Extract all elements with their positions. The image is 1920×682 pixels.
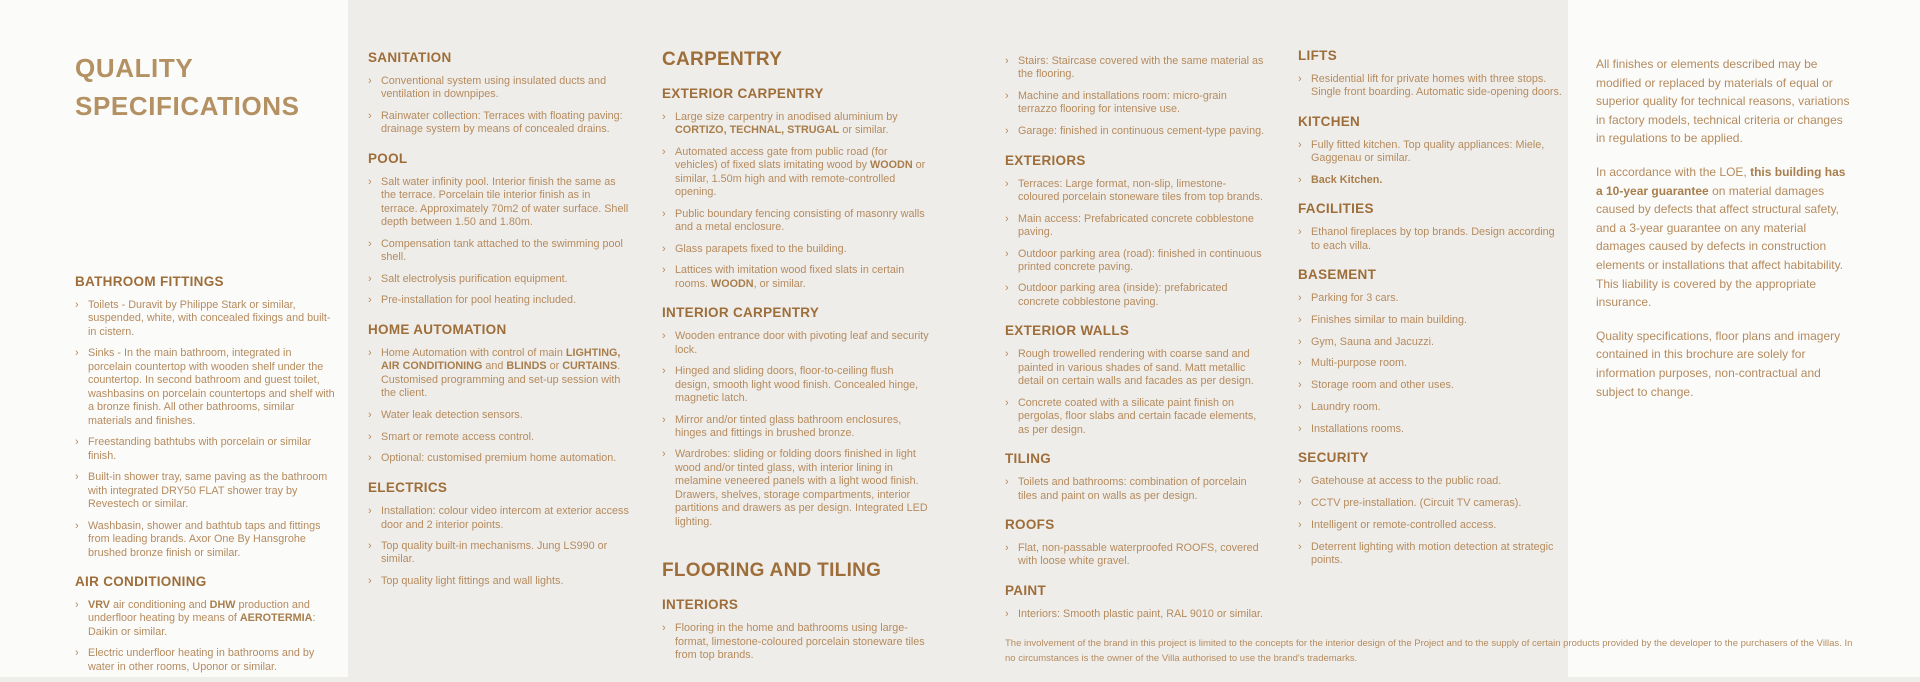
spec-item (1298, 519, 1566, 533)
spec-item-text: Toilets and bathrooms: combination of porcelain tiles and paint on walls as per design. (1018, 476, 1247, 502)
section-heading: LIFTS (1298, 48, 1337, 63)
spec-item-text: Salt electrolysis purification equipment. (381, 272, 568, 285)
spec-item-text: Gatehouse at access to the public road. (1311, 475, 1502, 488)
spec-item-text: Large size carpentry in anodised aluminium by CORTIZO, TECHNAL, STRUGAL or similar. (675, 110, 898, 137)
spec-item (1005, 348, 1267, 388)
spec-item-text: Intelligent or remote-controlled access. (1311, 518, 1497, 531)
spec-column-2 (368, 50, 630, 597)
legal-disclaimer (1596, 55, 1850, 416)
bullet-chevron-icon: › (368, 574, 372, 587)
bullet-chevron-icon: › (1005, 177, 1009, 190)
spec-item (662, 146, 930, 200)
bullet-chevron-icon: › (662, 242, 666, 255)
bullet-chevron-icon: › (368, 294, 372, 307)
spec-item (662, 111, 930, 138)
bullet-chevron-icon: › (1298, 313, 1302, 326)
spec-item-text: Fully fitted kitchen. Top quality appliances: Miele, Gaggenau or similar. (1311, 138, 1545, 165)
spec-item-text: Glass parapets fixed to the building. (675, 242, 847, 255)
section-heading: BATHROOM FITTINGS (75, 274, 224, 289)
bullet-chevron-icon: › (662, 622, 666, 635)
spec-item-text: Wooden entrance door with pivoting leaf and security lock. (675, 330, 929, 356)
spec-item-text: VRV air conditioning and DHW production and underfloor heating by means of AEROTERMIA: Daikin or similar. (88, 598, 316, 638)
spec-column-5 (1298, 48, 1566, 576)
spec-item (368, 238, 630, 265)
bullet-chevron-icon: › (1298, 540, 1302, 553)
spec-item-text: Back Kitchen. (1311, 173, 1383, 186)
bullet-chevron-icon: › (1298, 138, 1302, 151)
bullet-chevron-icon: › (1005, 607, 1009, 620)
spec-item (1298, 139, 1566, 166)
spec-item (662, 330, 930, 357)
bullet-chevron-icon: › (1298, 475, 1302, 488)
bullet-chevron-icon: › (1298, 422, 1302, 435)
spec-item-text: Water leak detection sensors. (381, 408, 523, 421)
spec-item (368, 452, 630, 466)
spec-item-text: Interiors: Smooth plastic paint, RAL 9010 or similar. (1018, 607, 1264, 620)
spec-item (662, 365, 930, 405)
bullet-chevron-icon: › (368, 237, 372, 250)
spec-item (1298, 226, 1566, 253)
spec-item-text: Gym, Sauna and Jacuzzi. (1311, 335, 1435, 348)
bullet-chevron-icon: › (1298, 518, 1302, 531)
spec-item-text: Outdoor parking area (inside): prefabricated concrete cobblestone paving. (1018, 282, 1228, 308)
spec-item-text: Storage room and other uses. (1311, 379, 1454, 392)
legal-paragraph: All finishes or elements described may be modified or replaced by materials of equal or superior quality for technical reasons, variations in factory models, technical criteria or changes in regulations to be applied. (1596, 57, 1850, 146)
spec-item-text: Concrete coated with a silicate paint finish on pergolas, floor slabs and certain facade elements, as per design. (1018, 396, 1257, 436)
bullet-chevron-icon: › (368, 346, 372, 359)
spec-column-4 (1005, 55, 1267, 630)
spec-item (75, 647, 337, 674)
bullet-chevron-icon: › (662, 145, 666, 158)
spec-item (1298, 379, 1566, 393)
spec-item (1298, 497, 1566, 511)
spec-item (75, 347, 337, 428)
spec-item (662, 243, 930, 257)
brand-disclaimer-footnote: The involvement of the brand in this project is limited to the concepts for the interior design of the Project and to the supply of certain products provided by the developer to the purchasers of the Villas. In no circumstances is the owner of the Villa authorised to use the brand's trademarks. (1005, 638, 1853, 665)
section-heading: ROOFS (1005, 517, 1055, 533)
section-heading: FACILITIES (1298, 201, 1374, 217)
bullet-chevron-icon: › (1298, 497, 1302, 510)
spec-item-text: Optional: customised premium home automation. (381, 452, 617, 465)
spec-item-text: CCTV pre-installation. (Circuit TV cameras). (1311, 497, 1522, 510)
spec-item-text: Smart or remote access control. (381, 430, 535, 443)
spec-item (368, 575, 630, 589)
spec-item-text: Deterrent lighting with motion detection at strategic points. (1311, 540, 1554, 567)
section-heading: EXTERIOR WALLS (1005, 323, 1130, 339)
spec-item (75, 436, 337, 463)
spec-item (662, 208, 930, 235)
section-heading: AIR CONDITIONING (75, 574, 207, 590)
legal-paragraph: In accordance with the LOE, this building has a 10-year guarantee on material damages caused by defects that affect structural safety, and a 3-year guarantee on any material damages caused by defects in construction elements or installations that affect habitability. This liability is covered by the appropriate insurance. (1596, 164, 1846, 310)
spec-item-text: Installations rooms. (1311, 422, 1405, 435)
spec-item-text: Parking for 3 cars. (1311, 292, 1399, 305)
bullet-chevron-icon: › (1298, 357, 1302, 370)
spec-item-text: Electric underfloor heating in bathrooms and by water in other rooms, Uponor or similar. (88, 647, 315, 673)
bullet-chevron-icon: › (1298, 72, 1302, 85)
spec-item (1298, 423, 1566, 437)
spec-item-text: Toilets - Duravit by Philippe Stark or similar, suspended, white, with concealed fixings and built-in cistern. (88, 298, 331, 338)
bullet-chevron-icon: › (1005, 541, 1009, 554)
spec-item-text: Rough trowelled rendering with coarse sand and painted in various shades of sand. Matt metallic detail on certain walls and facades as per design. (1018, 348, 1254, 388)
spec-item-text: Lattices with imitation wood fixed slats in certain rooms. WOODN, or similar. (675, 264, 905, 290)
bullet-chevron-icon: › (662, 110, 666, 123)
spec-item (368, 409, 630, 423)
spec-item (75, 599, 337, 639)
spec-item (662, 622, 930, 662)
spec-item-text: Hinged and sliding doors, floor-to-ceiling flush design, smooth light wood finish. Concealed hinge, magnetic latch. (675, 365, 919, 405)
section-heading: ELECTRICS (368, 480, 448, 496)
spec-item (662, 414, 930, 441)
bullet-chevron-icon: › (368, 408, 372, 421)
spec-item (1005, 476, 1267, 503)
spec-item-text: Machine and installations room: micro-grain terrazzo flooring for intensive use. (1018, 89, 1227, 116)
spec-item (1005, 213, 1267, 240)
bullet-chevron-icon: › (1298, 226, 1302, 239)
spec-item-text: Finishes similar to main building. (1311, 313, 1468, 326)
spec-item-text: Main access: Prefabricated concrete cobblestone paving. (1018, 212, 1254, 239)
bullet-chevron-icon: › (1298, 379, 1302, 392)
bullet-chevron-icon: › (75, 347, 79, 360)
section-heading: TILING (1005, 451, 1052, 467)
spec-item (1005, 178, 1267, 205)
bullet-chevron-icon: › (1005, 124, 1009, 137)
spec-column-3 (662, 48, 930, 670)
section-heading: SECURITY (1298, 450, 1369, 466)
spec-item (1298, 475, 1566, 489)
spec-item (368, 176, 630, 230)
bullet-chevron-icon: › (368, 430, 372, 443)
spec-item (368, 505, 630, 532)
section-heading: KITCHEN (1298, 113, 1361, 129)
section-title: FLOORING AND TILING (662, 560, 882, 582)
spec-item (368, 273, 630, 287)
spec-item-text: Sinks - In the main bathroom, integrated in porcelain countertop with wooden shelf under the countertop. In second bathroom and guest toilet, washbasins on porcelain countertops and shelf with a bronze finish. All other bathrooms, similar materials and finishes. (88, 347, 335, 427)
spec-item-text: Residential lift for private homes with three stops. Single front boarding. Automatic side-opening doors. (1311, 72, 1562, 99)
spec-item (368, 75, 630, 102)
spec-item-text: Garage: finished in continuous cement-type paving. (1018, 124, 1265, 137)
bullet-chevron-icon: › (1298, 335, 1302, 348)
section-heading: SANITATION (368, 50, 452, 65)
bullet-chevron-icon: › (662, 264, 666, 277)
spec-item (1298, 292, 1566, 306)
section-heading: PAINT (1005, 582, 1046, 598)
bullet-chevron-icon: › (662, 413, 666, 426)
section-heading: INTERIORS (662, 597, 739, 613)
spec-item (1298, 541, 1566, 568)
spec-item-text: Compensation tank attached to the swimming pool shell. (381, 237, 623, 264)
spec-item-text: Pre-installation for pool heating included. (381, 294, 577, 307)
page-title: QUALITY SPECIFICATIONS (75, 53, 300, 121)
spec-item-text: Mirror and/or tinted glass bathroom enclosures, hinges and fittings in brushed bronze. (675, 413, 902, 439)
bullet-chevron-icon: › (368, 109, 372, 122)
spec-item (662, 448, 930, 529)
section-heading: EXTERIOR CARPENTRY (662, 85, 824, 101)
spec-item (368, 431, 630, 445)
spec-item-text: Terraces: Large format, non-slip, limestone-coloured porcelain stoneware tiles from top brands. (1018, 177, 1263, 204)
spec-item-text: Freestanding bathtubs with porcelain or similar finish. (88, 436, 312, 462)
bullet-chevron-icon: › (75, 436, 79, 449)
spec-item (1298, 174, 1566, 188)
spec-item (1005, 608, 1267, 622)
section-heading: EXTERIORS (1005, 152, 1086, 168)
spec-item (75, 471, 337, 511)
bullet-chevron-icon: › (1005, 212, 1009, 225)
bullet-chevron-icon: › (1005, 476, 1009, 489)
bullet-chevron-icon: › (1298, 292, 1302, 305)
spec-item-text: Wardrobes: sliding or folding doors finished in light wood and/or tinted glass, with interior lining in melamine veneered panels with a light wood finish. Drawers, shelves, storage compartments, interior partitions and drawers as per design. Integrated LED lighting. (675, 448, 928, 528)
section-heading: POOL (368, 150, 408, 166)
bullet-chevron-icon: › (1005, 89, 1009, 102)
bullet-chevron-icon: › (662, 330, 666, 343)
spec-item (1005, 90, 1267, 117)
bullet-chevron-icon: › (1005, 348, 1009, 361)
spec-item-text: Home Automation with control of main LIGHTING, AIR CONDITIONING and BLINDS or CURTAINS. Customised programming and set-up session with the client. (381, 346, 621, 400)
bullet-chevron-icon: › (75, 598, 79, 611)
bullet-chevron-icon: › (368, 272, 372, 285)
spec-item-text: Built-in shower tray, same paving as the bathroom with integrated DRY50 FLAT shower tray by Revestech or similar. (88, 471, 328, 511)
spec-item (1298, 401, 1566, 415)
spec-item-text: Installation: colour video intercom at exterior access door and 2 interior points. (381, 505, 629, 531)
spec-item-text: Flat, non-passable waterproofed ROOFS, covered with loose white gravel. (1018, 541, 1259, 568)
spec-item-text: Conventional system using insulated ducts and ventilation in downpipes. (381, 74, 607, 101)
bullet-chevron-icon: › (1005, 247, 1009, 260)
spec-item-text: Flooring in the home and bathrooms using large-format, limestone-coloured porcelain stoneware tiles from top brands. (675, 622, 925, 661)
bullet-chevron-icon: › (368, 452, 372, 465)
spec-item (75, 299, 337, 339)
spec-item-text: Stairs: Staircase covered with the same material as the flooring. (1018, 55, 1264, 81)
spec-item (75, 520, 337, 560)
bullet-chevron-icon: › (1298, 400, 1302, 413)
spec-column-1 (75, 274, 337, 682)
bullet-chevron-icon: › (368, 74, 372, 87)
spec-item (368, 347, 630, 401)
bullet-chevron-icon: › (662, 448, 666, 461)
bullet-chevron-icon: › (1005, 55, 1009, 67)
spec-item (1005, 542, 1267, 569)
spec-item-text: Washbasin, shower and bathtub taps and fittings from leading brands. Axor One By Hansgrohe brushed bronze finish or similar. (88, 519, 321, 559)
spec-item-text: Top quality built-in mechanisms. Jung LS990 or similar. (381, 540, 608, 566)
spec-item-text: Laundry room. (1311, 400, 1381, 413)
section-heading: INTERIOR CARPENTRY (662, 305, 820, 321)
bullet-chevron-icon: › (75, 298, 79, 311)
spec-item (368, 294, 630, 308)
bullet-chevron-icon: › (75, 647, 79, 660)
spec-item-text: Rainwater collection: Terraces with floating paving: drainage system by means of concealed drains. (381, 109, 623, 136)
spec-item-text: Public boundary fencing consisting of masonry walls and a metal enclosure. (675, 207, 925, 234)
section-title: CARPENTRY (662, 49, 783, 70)
spec-item (1298, 357, 1566, 371)
spec-item-text: Outdoor parking area (road): finished in continuous printed concrete paving. (1018, 247, 1262, 273)
spec-item (368, 110, 630, 137)
bullet-chevron-icon: › (662, 365, 666, 378)
spec-item-text: Automated access gate from public road (for vehicles) of fixed slats imitating wood by WOODN or similar, 1.50m high and with remote-controlled opening. (675, 145, 926, 199)
spec-item (1005, 125, 1267, 139)
spec-item-text: Salt water infinity pool. Interior finish the same as the terrace. Porcelain tile interior finish as in terrace. Approximately 70m2 of water surface. Shell depth between 1.50 and 1.80m. (381, 175, 629, 229)
bullet-chevron-icon: › (662, 207, 666, 220)
legal-paragraph: Quality specifications, floor plans and imagery contained in this brochure are solely for information purposes, non-contractual and subject to change. (1596, 328, 1841, 399)
spec-item (1005, 397, 1267, 437)
spec-item (1005, 282, 1267, 309)
spec-item-text: Ethanol fireplaces by top brands. Design according to each villa. (1311, 226, 1555, 252)
section-heading: HOME AUTOMATION (368, 322, 507, 338)
spec-item (1298, 73, 1566, 100)
spec-item (1298, 336, 1566, 350)
spec-item-text: Multi-purpose room. (1311, 357, 1408, 370)
spec-item (1298, 314, 1566, 328)
spec-item (1005, 248, 1267, 275)
section-heading: BASEMENT (1298, 267, 1377, 283)
bullet-chevron-icon: › (1005, 396, 1009, 409)
bullet-chevron-icon: › (368, 505, 372, 518)
spec-item (1005, 55, 1267, 82)
spec-item-text: Top quality light fittings and wall lights. (381, 574, 564, 587)
spec-item (368, 540, 630, 567)
bullet-chevron-icon: › (368, 175, 372, 188)
bullet-chevron-icon: › (75, 519, 79, 532)
spec-item (662, 264, 930, 291)
bullet-chevron-icon: › (368, 540, 372, 552)
bullet-chevron-icon: › (75, 471, 79, 484)
bullet-chevron-icon: › (1298, 173, 1302, 186)
bullet-chevron-icon: › (1005, 282, 1009, 295)
